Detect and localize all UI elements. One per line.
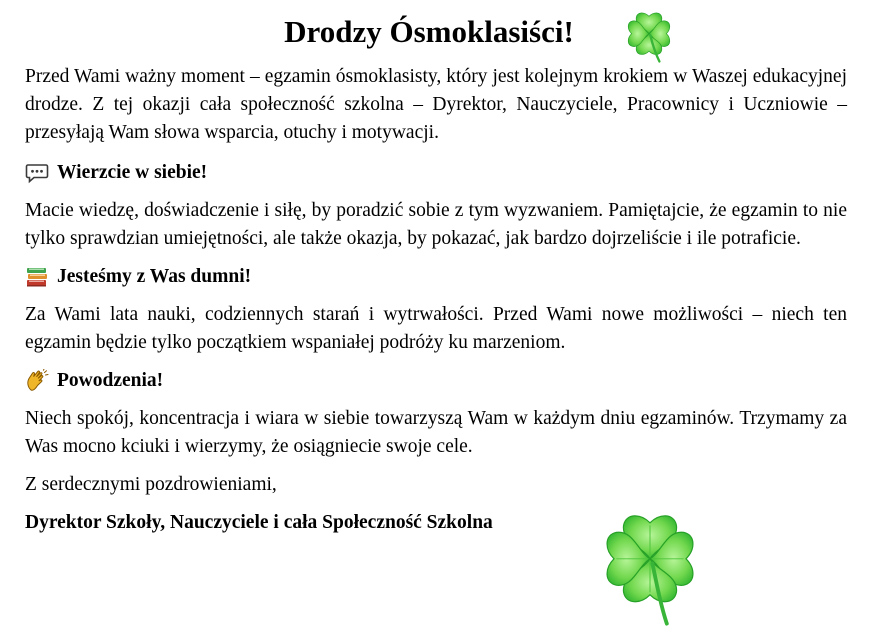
intro-paragraph: Przed Wami ważny moment – egzamin ósmoklasisty, który jest kolejnym krokiem w Waszej edukacyjnej drodze. Z tej okazji cała społeczność szkolna – Dyrektor, Nauczyciele, Pracownicy i Uczniowie – przesyłają Wam słowa wsparcia, otuchy i motywacji.	[25, 66, 847, 143]
section-paragraph-good-luck: Niech spokój, koncentracja i wiara w siebie towarzyszą Wam w każdym dniu egzaminów. Trzymamy za Was mocno kciuki i wierzymy, że osiągniecie swoje cele.	[25, 408, 847, 457]
speech-bubble-icon	[25, 161, 49, 185]
books-icon	[25, 265, 49, 289]
section-heading-label: Powodzenia!	[57, 370, 164, 391]
section-heading-good-luck	[25, 367, 847, 395]
section-heading-label: Jesteśmy z Was dumni!	[57, 266, 252, 287]
closing-line: Z serdecznymi pozdrowieniami,	[25, 474, 277, 495]
section-heading-believe	[25, 159, 847, 187]
section-heading-proud	[25, 263, 847, 291]
signature: Dyrektor Szkoły, Nauczyciele i cała Społeczność Szkolna	[25, 512, 493, 533]
section-paragraph-believe: Macie wiedzę, doświadczenie i siłę, by poradzić sobie z tym wyzwaniem. Pamiętajcie, że egzamin to nie tylko sprawdzian umiejętności, ale także okazja, by pokazać, jak bardzo dojrzeliście i ile potraficie.	[25, 200, 847, 249]
section-heading-label: Wierzcie w siebie!	[57, 162, 208, 183]
four-leaf-clover-icon	[620, 6, 678, 66]
clapping-hands-icon	[25, 369, 49, 393]
document-title: Drodzy Ósmoklasiści!	[284, 14, 574, 49]
section-paragraph-proud: Za Wami lata nauki, codziennych starań i wytrwałości. Przed Wami nowe możliwości – niech ten egzamin będzie tylko początkiem wspaniałej podróży ku marzeniom.	[25, 304, 847, 353]
four-leaf-clover-icon	[590, 506, 710, 626]
document-page	[25, 0, 847, 537]
